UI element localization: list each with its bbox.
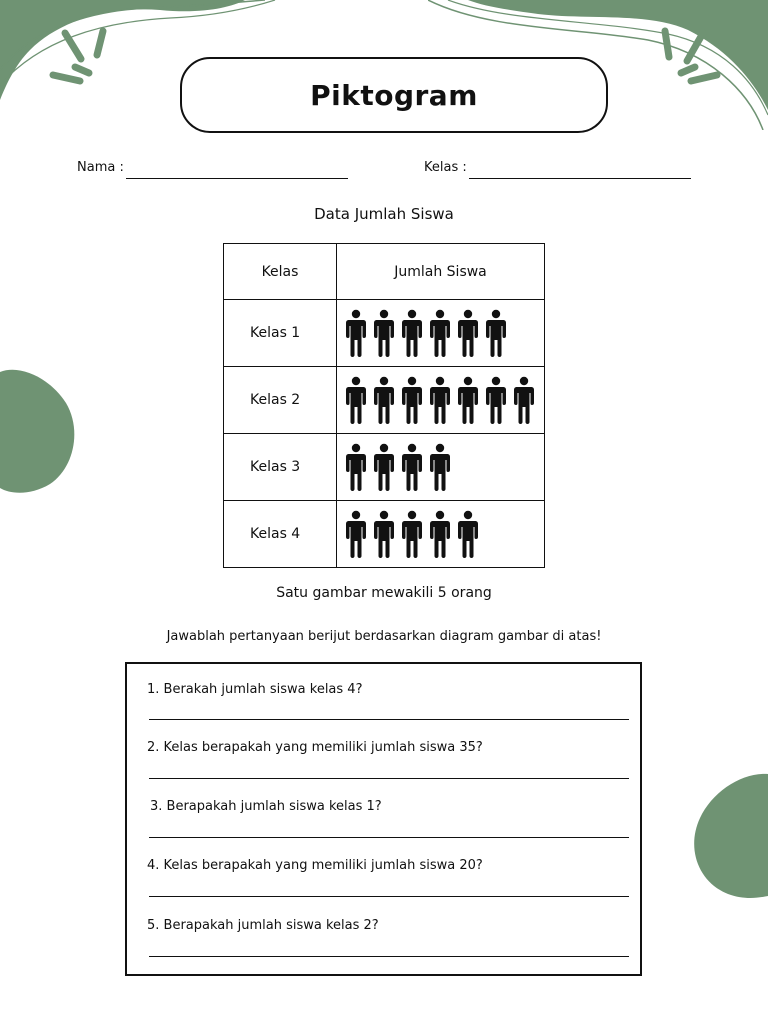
answer-line-4[interactable] — [149, 896, 629, 897]
person-icon — [399, 443, 425, 491]
row-pictogram — [337, 367, 545, 434]
person-icon — [483, 309, 509, 357]
row-label: Kelas 2 — [224, 367, 337, 434]
person-icon — [455, 510, 481, 558]
person-icon — [343, 510, 369, 558]
table-header-row — [224, 244, 545, 300]
page-title: Piktogram — [310, 78, 478, 112]
person-icon — [343, 443, 369, 491]
question-5: 5. Berapakah jumlah siswa kelas 2? — [147, 918, 379, 933]
person-icon — [343, 376, 369, 424]
person-icon — [427, 309, 453, 357]
person-icon — [399, 309, 425, 357]
table-row — [224, 501, 545, 568]
row-pictogram — [337, 501, 545, 568]
legend-note: Satu gambar mewakili 5 orang — [276, 585, 492, 601]
person-icon — [427, 443, 453, 491]
row-label: Kelas 1 — [224, 300, 337, 367]
person-icon — [399, 376, 425, 424]
question-1: 1. Berakah jumlah siswa kelas 4? — [147, 682, 363, 697]
right-blob-decoration — [692, 772, 768, 900]
person-icon — [511, 376, 537, 424]
class-field[interactable] — [469, 178, 691, 179]
person-icon — [427, 376, 453, 424]
person-icon — [483, 376, 509, 424]
person-icon — [427, 510, 453, 558]
question-2: 2. Kelas berapakah yang memiliki jumlah siswa 35? — [147, 740, 483, 755]
person-icon — [455, 309, 481, 357]
table-row — [224, 300, 545, 367]
answer-line-5[interactable] — [149, 956, 629, 957]
person-icon — [343, 309, 369, 357]
title-box — [180, 57, 608, 133]
person-icon — [371, 443, 397, 491]
row-pictogram — [337, 300, 545, 367]
person-icon — [371, 309, 397, 357]
name-label: Nama : — [77, 160, 124, 175]
class-label: Kelas : — [424, 160, 467, 175]
person-icon — [371, 510, 397, 558]
table-row — [224, 367, 545, 434]
answer-line-2[interactable] — [149, 778, 629, 779]
left-blob-decoration — [0, 368, 80, 496]
person-icon — [399, 510, 425, 558]
header-jumlah-siswa: Jumlah Siswa — [337, 244, 545, 300]
questions-box — [125, 662, 642, 976]
person-icon — [455, 376, 481, 424]
table-row — [224, 434, 545, 501]
table-title: Data Jumlah Siswa — [314, 205, 454, 223]
person-icon — [371, 376, 397, 424]
row-pictogram — [337, 434, 545, 501]
row-label: Kelas 3 — [224, 434, 337, 501]
instruction-text: Jawablah pertanyaan berijut berdasarkan diagram gambar di atas! — [166, 629, 602, 644]
question-3: 3. Berapakah jumlah siswa kelas 1? — [150, 799, 382, 814]
question-4: 4. Kelas berapakah yang memiliki jumlah siswa 20? — [147, 858, 483, 873]
left-sparkle-icon — [45, 25, 115, 90]
answer-line-1[interactable] — [149, 719, 629, 720]
row-label: Kelas 4 — [224, 501, 337, 568]
answer-line-3[interactable] — [149, 837, 629, 838]
right-sparkle-icon — [655, 25, 725, 90]
pictogram-table — [223, 243, 545, 568]
header-kelas: Kelas — [224, 244, 337, 300]
name-field[interactable] — [126, 178, 348, 179]
